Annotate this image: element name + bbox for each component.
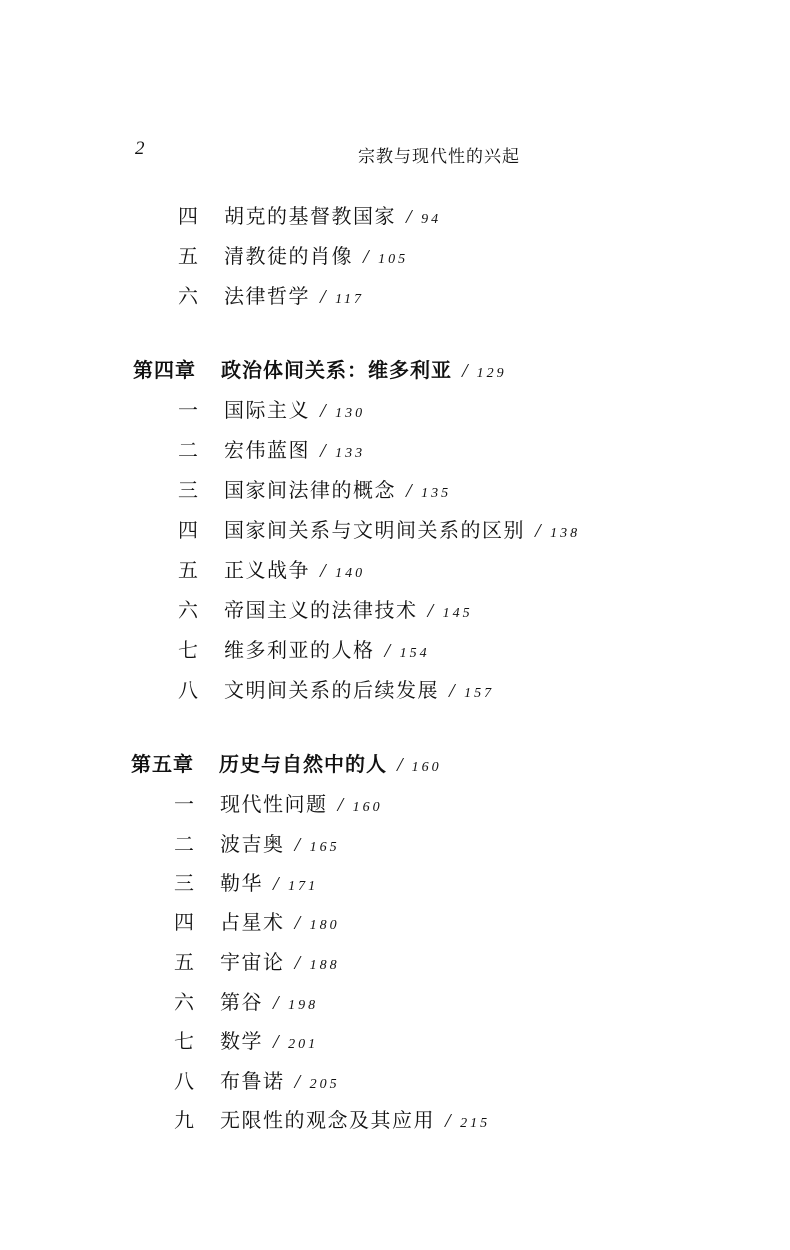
toc-entry-number: 二 (178, 438, 200, 462)
toc-entry-number: 三 (178, 478, 200, 502)
toc-entry-title: 第谷 (220, 990, 263, 1014)
toc-entry-page: 138 (550, 526, 581, 541)
toc-entry-page: 135 (421, 486, 452, 501)
toc-entry-number: 七 (174, 1029, 196, 1053)
toc-entry-number: 二 (174, 832, 196, 856)
running-title: 宗教与现代性的兴起 (358, 147, 520, 167)
toc-entry-title: 法律哲学 (224, 284, 310, 308)
toc-entry-page: 157 (464, 686, 495, 701)
toc-entry-title: 勒华 (220, 871, 263, 895)
toc-entry-title: 文明间关系的后续发展 (224, 678, 439, 702)
toc-entry-number: 四 (178, 204, 200, 228)
toc-entry-number: 一 (178, 398, 200, 422)
toc-entry-number: 六 (178, 598, 200, 622)
toc-entry-title: 波吉奥 (220, 832, 285, 856)
toc-entry-title: 占星术 (220, 910, 285, 934)
toc-entry-page: 94 (421, 212, 442, 227)
toc-entry-title: 国家间法律的概念 (224, 478, 396, 502)
page-number: 2 (135, 138, 145, 159)
toc-entry-page: 198 (288, 998, 319, 1013)
toc-entry-title: 国家间关系与文明间关系的区别 (224, 518, 525, 542)
toc-entry-page: 171 (288, 879, 319, 894)
toc-entry-page: 154 (399, 646, 430, 661)
toc-entry-page: 130 (335, 406, 366, 421)
toc-entry-title: 数学 (220, 1029, 263, 1053)
toc-entry-page: 180 (309, 918, 340, 933)
toc-entry-page: 201 (288, 1037, 319, 1052)
toc-entry-page: 105 (378, 252, 409, 267)
toc-entry-page: 160 (352, 800, 383, 815)
chapter-page: 129 (476, 366, 507, 381)
chapter-label: 第五章 (131, 752, 194, 776)
toc-entry-number: 八 (174, 1069, 196, 1093)
toc-entry-title: 无限性的观念及其应用 (220, 1108, 435, 1132)
toc-entry-title: 清教徒的肖像 (224, 244, 353, 268)
toc-entry-title: 维多利亚的人格 (224, 638, 375, 662)
toc-entry-number: 五 (174, 950, 196, 974)
toc-entry-title: 现代性问题 (220, 792, 328, 816)
toc-entry-title: 胡克的基督教国家 (224, 204, 396, 228)
toc-entry-number: 六 (178, 284, 200, 308)
toc-entry-title: 宏伟蓝图 (224, 438, 310, 462)
toc-entry-number: 四 (174, 910, 196, 934)
toc-entry-number: 九 (174, 1108, 196, 1132)
toc-entry-title: 宇宙论 (220, 950, 285, 974)
chapter-title: 历史与自然中的人 (219, 752, 387, 776)
toc-entry-page: 140 (335, 566, 366, 581)
toc-entry-number: 八 (178, 678, 200, 702)
toc-entry-number: 四 (178, 518, 200, 542)
toc-entry-page: 117 (335, 292, 365, 307)
chapter-page: 160 (411, 760, 442, 775)
toc-entry-page: 145 (442, 606, 473, 621)
toc-entry-page: 165 (309, 840, 340, 855)
toc-entry-number: 三 (174, 871, 196, 895)
toc-entry-title: 国际主义 (224, 398, 310, 422)
toc-entry-number: 七 (178, 638, 200, 662)
toc-entry-title: 布鲁诺 (220, 1069, 285, 1093)
toc-entry-number: 五 (178, 558, 200, 582)
toc-entry-page: 215 (460, 1116, 491, 1131)
toc-entry-number: 六 (174, 990, 196, 1014)
toc-entry-number: 五 (178, 244, 200, 268)
toc-entry-title: 正义战争 (224, 558, 310, 582)
toc-entry-page: 188 (309, 958, 340, 973)
chapter-label: 第四章 (133, 358, 196, 382)
toc-entry-page: 205 (309, 1077, 340, 1092)
toc-entry-number: 一 (174, 792, 196, 816)
toc-entry-page: 133 (335, 446, 366, 461)
chapter-title: 政治体间关系：维多利亚 (221, 358, 452, 382)
toc-entry-title: 帝国主义的法律技术 (224, 598, 418, 622)
